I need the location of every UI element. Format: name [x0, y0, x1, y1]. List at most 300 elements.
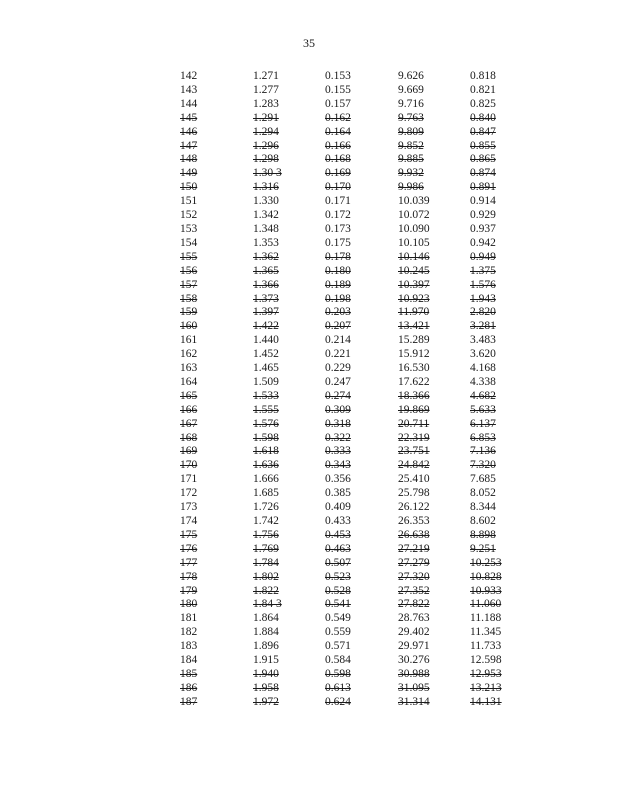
- table-cell: [398, 376, 470, 390]
- table-cell: [470, 404, 530, 418]
- cell-value: 1.373: [253, 292, 279, 305]
- cell-value: 0.891: [470, 181, 496, 194]
- table-row-struck: [180, 126, 530, 140]
- cell-value: 0.840: [470, 111, 496, 124]
- cell-value: 156: [180, 264, 198, 277]
- table-row-struck: [180, 445, 530, 459]
- cell-value: 148: [180, 153, 198, 166]
- cell-value: 1.271: [253, 70, 279, 82]
- cell-value: 10.253: [470, 556, 502, 569]
- table-cell: [180, 362, 253, 376]
- cell-value: 162: [180, 348, 198, 361]
- cell-value: 184: [180, 654, 198, 667]
- cell-value: 6.853: [470, 431, 496, 444]
- table-row-struck: [180, 390, 530, 404]
- cell-value: 1.348: [253, 222, 279, 235]
- table-cell: [470, 571, 530, 585]
- table-cell: [470, 251, 530, 265]
- cell-value: 1.943: [470, 292, 496, 305]
- cell-value: 10.072: [398, 209, 430, 222]
- table-cell: [180, 237, 253, 251]
- cell-value: 31.314: [398, 695, 430, 708]
- table-cell: [180, 279, 253, 293]
- table-cell: [325, 612, 398, 626]
- table-cell: [398, 640, 470, 654]
- cell-value: 8.344: [470, 501, 496, 514]
- table-cell: [398, 557, 470, 571]
- table-cell: [180, 682, 253, 696]
- table-cell: [253, 432, 325, 446]
- table-cell: [398, 418, 470, 432]
- table-cell: [180, 334, 253, 348]
- cell-value: 10.923: [398, 292, 430, 305]
- cell-value: 29.402: [398, 626, 430, 639]
- cell-value: 9.852: [398, 139, 424, 152]
- cell-value: 0.874: [470, 167, 496, 180]
- table-cell: [470, 293, 530, 307]
- table-cell: [180, 209, 253, 223]
- table-cell: [180, 390, 253, 404]
- cell-value: 0.865: [470, 153, 496, 166]
- table-cell: [180, 640, 253, 654]
- table-cell: [325, 571, 398, 585]
- table-cell: [180, 376, 253, 390]
- table-cell: [470, 515, 530, 529]
- cell-value: 0.433: [325, 515, 351, 527]
- table-cell: [253, 126, 325, 140]
- table-cell: [398, 585, 470, 599]
- cell-value: 1.940: [253, 667, 279, 680]
- cell-value: 4.168: [470, 362, 496, 375]
- cell-value: 1.769: [253, 542, 279, 555]
- cell-value: 1.802: [253, 570, 279, 583]
- cell-value: 0.170: [325, 181, 351, 194]
- table-cell: [325, 543, 398, 557]
- table-cell: [180, 70, 253, 84]
- table-cell: [470, 153, 530, 167]
- table-cell: [253, 696, 325, 710]
- cell-value: 3.483: [470, 334, 496, 347]
- table-cell: [180, 112, 253, 126]
- table-cell: [398, 348, 470, 362]
- table-cell: [325, 140, 398, 154]
- cell-value: 1.296: [253, 139, 279, 152]
- table-cell: [470, 140, 530, 154]
- table-cell: [325, 501, 398, 515]
- table-cell: [180, 598, 253, 612]
- table-row: [180, 626, 530, 640]
- table-cell: [470, 598, 530, 612]
- table-cell: [253, 543, 325, 557]
- table-cell: [325, 223, 398, 237]
- table-cell: [325, 529, 398, 543]
- table-cell: [398, 543, 470, 557]
- table-cell: [253, 98, 325, 112]
- table-cell: [325, 348, 398, 362]
- table-cell: [470, 487, 530, 501]
- table-cell: [398, 306, 470, 320]
- table-cell: [253, 585, 325, 599]
- table-cell: [180, 473, 253, 487]
- table-cell: [253, 612, 325, 626]
- table-cell: [470, 473, 530, 487]
- table-row-struck: [180, 404, 530, 418]
- cell-value: 0.153: [325, 70, 351, 82]
- table-cell: [325, 334, 398, 348]
- cell-value: 1.884: [253, 626, 279, 639]
- cell-value: 10.105: [398, 236, 430, 249]
- table-cell: [470, 654, 530, 668]
- table-cell: [325, 640, 398, 654]
- table-row-struck: [180, 696, 530, 710]
- table-row-struck: [180, 167, 530, 181]
- table-cell: [180, 126, 253, 140]
- table-row-struck: [180, 153, 530, 167]
- cell-value: 180: [180, 598, 198, 611]
- cell-value: 160: [180, 320, 198, 333]
- cell-value: 0.175: [325, 236, 351, 249]
- table-cell: [398, 84, 470, 98]
- table-cell: [398, 487, 470, 501]
- cell-value: 0.155: [325, 83, 351, 96]
- cell-value: 9.251: [470, 542, 496, 555]
- cell-value: 7.320: [470, 459, 496, 472]
- cell-value: 143: [180, 83, 198, 96]
- table-cell: [398, 265, 470, 279]
- cell-value: 0.523: [325, 570, 351, 583]
- table-row: [180, 362, 530, 376]
- cell-value: 158: [180, 292, 198, 305]
- cell-value: 9.669: [398, 83, 424, 96]
- cell-value: 0.166: [325, 139, 351, 152]
- cell-value: 0.162: [325, 111, 351, 124]
- cell-value: 0.221: [325, 348, 351, 361]
- table-cell: [180, 404, 253, 418]
- table-cell: [325, 445, 398, 459]
- table-row-struck: [180, 279, 530, 293]
- table-cell: [180, 223, 253, 237]
- table-cell: [470, 390, 530, 404]
- cell-value: 10.146: [398, 250, 430, 263]
- table-row: [180, 640, 530, 654]
- cell-value: 149: [180, 167, 198, 180]
- cell-value: 0.274: [325, 389, 351, 402]
- data-table: [180, 70, 530, 710]
- table-cell: [470, 279, 530, 293]
- table-cell: [180, 571, 253, 585]
- cell-value: 154: [180, 236, 198, 249]
- cell-value: 25.410: [398, 473, 430, 486]
- cell-value: 1.330: [253, 195, 279, 208]
- table-cell: [253, 362, 325, 376]
- cell-value: 0.914: [470, 195, 496, 208]
- table-cell: [398, 362, 470, 376]
- table-cell: [325, 126, 398, 140]
- cell-value: 0.942: [470, 236, 496, 249]
- cell-value: 152: [180, 209, 198, 222]
- table-cell: [325, 195, 398, 209]
- cell-value: 0.528: [325, 584, 351, 597]
- cell-value: 176: [180, 542, 198, 555]
- table-cell: [180, 459, 253, 473]
- table-cell: [398, 140, 470, 154]
- cell-value: 8.898: [470, 528, 496, 541]
- cell-value: 0.343: [325, 459, 351, 472]
- table-cell: [325, 167, 398, 181]
- cell-value: 27.279: [398, 556, 430, 569]
- cell-value: 20.711: [398, 417, 430, 430]
- table-cell: [470, 557, 530, 571]
- table-cell: [180, 696, 253, 710]
- cell-value: 0.855: [470, 139, 496, 152]
- cell-value: 0.409: [325, 501, 351, 514]
- cell-value: 1.316: [253, 181, 279, 194]
- table-cell: [325, 487, 398, 501]
- cell-value: 27.219: [398, 542, 430, 555]
- table-body: [180, 70, 530, 710]
- table-row: [180, 473, 530, 487]
- table-cell: [325, 265, 398, 279]
- table-cell: [470, 223, 530, 237]
- cell-value: 10.828: [470, 570, 502, 583]
- table-cell: [253, 320, 325, 334]
- cell-value: 0.172: [325, 209, 351, 222]
- table-cell: [470, 167, 530, 181]
- cell-value: 10.245: [398, 264, 430, 277]
- cell-value: 0.164: [325, 125, 351, 138]
- cell-value: 22.319: [398, 431, 430, 444]
- table-cell: [180, 515, 253, 529]
- cell-value: 179: [180, 584, 198, 597]
- cell-value: 0.507: [325, 556, 351, 569]
- table-cell: [470, 668, 530, 682]
- cell-value: 27.822: [398, 598, 430, 611]
- cell-value: 5.633: [470, 403, 496, 416]
- table-cell: [325, 293, 398, 307]
- table-cell: [470, 320, 530, 334]
- table-cell: [398, 529, 470, 543]
- table-cell: [180, 84, 253, 98]
- table-row: [180, 209, 530, 223]
- table-cell: [253, 459, 325, 473]
- cell-value: 1.972: [253, 695, 279, 708]
- table-cell: [398, 459, 470, 473]
- cell-value: 4.682: [470, 389, 496, 402]
- cell-value: 30.276: [398, 654, 430, 667]
- table-cell: [398, 279, 470, 293]
- cell-value: 9.885: [398, 153, 424, 166]
- table-cell: [180, 487, 253, 501]
- table-row-struck: [180, 543, 530, 557]
- cell-value: 15.912: [398, 348, 430, 361]
- cell-value: 183: [180, 640, 198, 653]
- page-number: 35: [303, 36, 315, 50]
- table-cell: [180, 432, 253, 446]
- table-cell: [398, 153, 470, 167]
- table-cell: [180, 251, 253, 265]
- table-cell: [253, 293, 325, 307]
- cell-value: 10.039: [398, 195, 430, 208]
- cell-value: 1.915: [253, 654, 279, 667]
- table-cell: [470, 195, 530, 209]
- cell-value: 142: [180, 70, 198, 82]
- table-cell: [180, 418, 253, 432]
- table-cell: [470, 612, 530, 626]
- table-row-struck: [180, 598, 530, 612]
- cell-value: 159: [180, 306, 198, 319]
- table-cell: [180, 140, 253, 154]
- table-cell: [470, 265, 530, 279]
- table-cell: [180, 501, 253, 515]
- table-cell: [398, 612, 470, 626]
- cell-value: 186: [180, 681, 198, 694]
- table-cell: [325, 598, 398, 612]
- table-cell: [470, 237, 530, 251]
- cell-value: 11.970: [398, 306, 430, 319]
- cell-value: 14.131: [470, 695, 502, 708]
- cell-value: 1.726: [253, 501, 279, 514]
- cell-value: 0.333: [325, 445, 351, 458]
- table-cell: [253, 265, 325, 279]
- table-cell: [398, 696, 470, 710]
- table-cell: [325, 668, 398, 682]
- table-cell: [398, 334, 470, 348]
- table-cell: [398, 167, 470, 181]
- cell-value: 16.530: [398, 362, 430, 375]
- cell-value: 15.289: [398, 334, 430, 347]
- cell-value: 0.157: [325, 97, 351, 110]
- table-row: [180, 84, 530, 98]
- table-cell: [398, 98, 470, 112]
- cell-value: 0.821: [470, 83, 496, 96]
- table-cell: [470, 640, 530, 654]
- cell-value: 0.463: [325, 542, 351, 555]
- cell-value: 1.375: [470, 264, 496, 277]
- cell-value: 18.366: [398, 389, 430, 402]
- cell-value: 155: [180, 250, 198, 263]
- cell-value: 0.598: [325, 667, 351, 680]
- cell-value: 25.798: [398, 487, 430, 500]
- table-cell: [253, 334, 325, 348]
- table-cell: [325, 279, 398, 293]
- table-cell: [180, 557, 253, 571]
- cell-value: 0.189: [325, 278, 351, 291]
- table-cell: [398, 626, 470, 640]
- table-cell: [253, 626, 325, 640]
- table-row-struck: [180, 557, 530, 571]
- cell-value: 147: [180, 139, 198, 152]
- table-cell: [253, 153, 325, 167]
- cell-value: 1.342: [253, 209, 279, 222]
- cell-value: 150: [180, 181, 198, 194]
- cell-value: 174: [180, 515, 198, 527]
- cell-value: 1.685: [253, 487, 279, 500]
- cell-value: 1.362: [253, 250, 279, 263]
- cell-value: 157: [180, 278, 198, 291]
- cell-value: 1.397: [253, 306, 279, 319]
- table-cell: [470, 334, 530, 348]
- table-cell: [253, 195, 325, 209]
- cell-value: 1.576: [253, 417, 279, 430]
- cell-value: 31.095: [398, 681, 430, 694]
- cell-value: 9.763: [398, 111, 424, 124]
- cell-value: 0.949: [470, 250, 496, 263]
- cell-value: 10.933: [470, 584, 502, 597]
- cell-value: 4.338: [470, 375, 496, 388]
- table-row-struck: [180, 682, 530, 696]
- table-cell: [398, 473, 470, 487]
- cell-value: 0.571: [325, 640, 351, 653]
- cell-value: 167: [180, 417, 198, 430]
- table-row: [180, 487, 530, 501]
- table-cell: [253, 668, 325, 682]
- table-cell: [253, 112, 325, 126]
- cell-value: 151: [180, 195, 198, 208]
- table-cell: [325, 362, 398, 376]
- table-row-struck: [180, 265, 530, 279]
- cell-value: 23.751: [398, 445, 430, 458]
- table-cell: [470, 126, 530, 140]
- table-cell: [180, 98, 253, 112]
- table-cell: [253, 306, 325, 320]
- table-row-struck: [180, 529, 530, 543]
- table-cell: [325, 557, 398, 571]
- table-cell: [180, 543, 253, 557]
- table-cell: [325, 181, 398, 195]
- table-cell: [325, 237, 398, 251]
- cell-value: 1.283: [253, 97, 279, 110]
- cell-value: 27.320: [398, 570, 430, 583]
- cell-value: 9.716: [398, 97, 424, 110]
- table-cell: [470, 529, 530, 543]
- table-cell: [253, 279, 325, 293]
- cell-value: 1.365: [253, 264, 279, 277]
- table-cell: [180, 654, 253, 668]
- table-cell: [398, 320, 470, 334]
- table-cell: [398, 237, 470, 251]
- table-cell: [180, 153, 253, 167]
- cell-value: 177: [180, 556, 198, 569]
- table-row: [180, 195, 530, 209]
- table-cell: [325, 515, 398, 529]
- cell-value: 0.613: [325, 681, 351, 694]
- cell-value: 3.281: [470, 320, 496, 333]
- cell-value: 0.541: [325, 598, 351, 611]
- table-row-struck: [180, 306, 530, 320]
- table-cell: [253, 529, 325, 543]
- table-cell: [470, 84, 530, 98]
- cell-value: 185: [180, 667, 198, 680]
- cell-value: 144: [180, 97, 198, 110]
- table-cell: [253, 390, 325, 404]
- table-cell: [470, 181, 530, 195]
- table-cell: [253, 167, 325, 181]
- table-cell: [325, 459, 398, 473]
- table-cell: [180, 585, 253, 599]
- table-cell: [253, 251, 325, 265]
- table-cell: [470, 445, 530, 459]
- cell-value: 0.178: [325, 250, 351, 263]
- cell-value: 7.685: [470, 473, 496, 486]
- cell-value: 28.763: [398, 612, 430, 625]
- table-cell: [398, 654, 470, 668]
- cell-value: 30.988: [398, 667, 430, 680]
- cell-value: 10.090: [398, 222, 430, 235]
- cell-value: 27.352: [398, 584, 430, 597]
- table-cell: [398, 682, 470, 696]
- table-cell: [325, 473, 398, 487]
- cell-value: 0.847: [470, 125, 496, 138]
